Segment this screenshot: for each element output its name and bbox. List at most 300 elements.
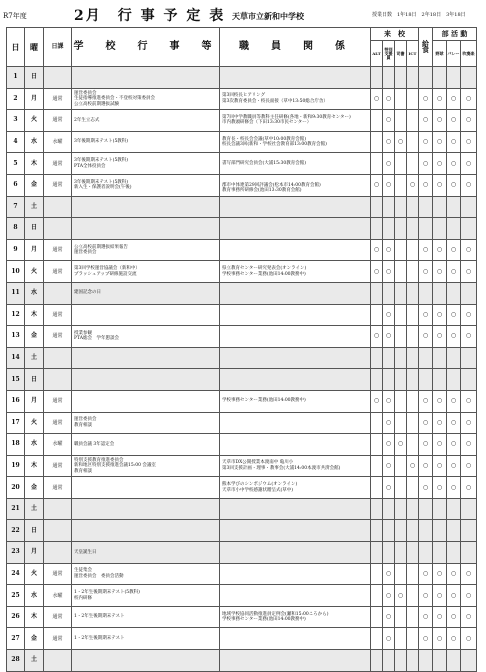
support-mark bbox=[383, 282, 395, 304]
nikka-cell: 通常 bbox=[44, 326, 72, 348]
nikka-cell: 通常 bbox=[44, 455, 72, 477]
band-mark bbox=[461, 650, 477, 672]
support-mark: ○ bbox=[383, 88, 395, 110]
staff-cell bbox=[220, 498, 371, 520]
ict-mark bbox=[407, 67, 419, 89]
lunch-mark: ○ bbox=[419, 304, 433, 326]
volleyball-mark bbox=[447, 282, 461, 304]
ict-mark bbox=[407, 477, 419, 499]
nikka-cell: 通常 bbox=[44, 390, 72, 412]
alt-mark bbox=[371, 434, 383, 456]
nikka-cell: 水曜 bbox=[44, 434, 72, 456]
librarian-mark bbox=[395, 606, 407, 628]
weekday-cell: 木 bbox=[25, 153, 44, 175]
lunch-mark: ○ bbox=[419, 455, 433, 477]
staff-cell: 地域学校協同活動推進員定例会(瀬和15:00ころから) 学校事務センター業務(池田14:00教務中) bbox=[220, 606, 371, 628]
librarian-mark bbox=[395, 563, 407, 585]
band-mark: ○ bbox=[461, 239, 477, 261]
event-cell: 運営委員会 教育相談 bbox=[72, 412, 220, 434]
weekday-cell: 金 bbox=[25, 326, 44, 348]
baseball-mark: ○ bbox=[433, 585, 447, 607]
col-lunch: 給食 bbox=[419, 28, 433, 67]
ict-mark bbox=[407, 628, 419, 650]
baseball-mark bbox=[433, 369, 447, 391]
weekday-cell: 木 bbox=[25, 304, 44, 326]
ict-mark bbox=[407, 412, 419, 434]
support-mark bbox=[383, 196, 395, 218]
table-row bbox=[7, 218, 477, 240]
librarian-mark bbox=[395, 520, 407, 542]
ict-mark bbox=[407, 326, 419, 348]
weekday-cell: 土 bbox=[25, 498, 44, 520]
ict-mark bbox=[407, 239, 419, 261]
support-mark bbox=[383, 369, 395, 391]
lunch-mark bbox=[419, 347, 433, 369]
day-cell: 10 bbox=[7, 261, 25, 283]
event-cell bbox=[72, 477, 220, 499]
support-mark: ○ bbox=[383, 455, 395, 477]
volleyball-mark: ○ bbox=[447, 477, 461, 499]
librarian-mark bbox=[395, 628, 407, 650]
nikka-cell: 通常 bbox=[44, 239, 72, 261]
day-cell: 25 bbox=[7, 585, 25, 607]
staff-cell: 教育長・校長会会議(草中10:00教育会館) 校長会議3回(新和・学校社会教育部13:00教育会館) bbox=[220, 131, 371, 153]
event-cell: 1・2年生後期期末テスト(5教科) 校内研修 bbox=[72, 585, 220, 607]
weekday-cell: 土 bbox=[25, 347, 44, 369]
table-row bbox=[7, 196, 477, 218]
table-row bbox=[7, 326, 477, 348]
table-row bbox=[7, 628, 477, 650]
nikka-cell: 通常 bbox=[44, 477, 72, 499]
band-mark bbox=[461, 369, 477, 391]
nikka-cell bbox=[44, 67, 72, 89]
event-cell: 特別支援教育推進委員会 新和地区特別支援推進会議15:00 会議室 教育相談 bbox=[72, 455, 220, 477]
ict-mark bbox=[407, 563, 419, 585]
staff-cell bbox=[220, 347, 371, 369]
nikka-cell: 通常 bbox=[44, 174, 72, 196]
staff-cell bbox=[220, 434, 371, 456]
volleyball-mark bbox=[447, 650, 461, 672]
support-mark: ○ bbox=[383, 412, 395, 434]
event-cell: 建国記念の日 bbox=[72, 282, 220, 304]
lunch-mark bbox=[419, 67, 433, 89]
volleyball-mark: ○ bbox=[447, 110, 461, 132]
baseball-mark: ○ bbox=[433, 390, 447, 412]
volleyball-mark: ○ bbox=[447, 261, 461, 283]
col-support: 特別支援員 bbox=[383, 41, 395, 67]
baseball-mark: ○ bbox=[433, 455, 447, 477]
librarian-mark bbox=[395, 67, 407, 89]
month-label: 2月 bbox=[74, 8, 102, 24]
staff-cell: 天草市DX公開授業本渡南中 亀川小 第3回支援計画・理事・教事会(大浦14:00本渡市共済会館) bbox=[220, 455, 371, 477]
lunch-mark: ○ bbox=[419, 563, 433, 585]
ict-mark bbox=[407, 369, 419, 391]
weekday-cell: 日 bbox=[25, 67, 44, 89]
event-cell: 1・2年生後期期末テスト bbox=[72, 606, 220, 628]
support-mark: ○ bbox=[383, 326, 395, 348]
day-cell: 2 bbox=[7, 88, 25, 110]
support-mark: ○ bbox=[383, 131, 395, 153]
librarian-mark bbox=[395, 390, 407, 412]
weekday-cell: 火 bbox=[25, 110, 44, 132]
volleyball-mark: ○ bbox=[447, 606, 461, 628]
band-mark: ○ bbox=[461, 585, 477, 607]
band-mark: ○ bbox=[461, 477, 477, 499]
table-row bbox=[7, 369, 477, 391]
baseball-mark: ○ bbox=[433, 326, 447, 348]
band-mark: ○ bbox=[461, 131, 477, 153]
alt-mark bbox=[371, 563, 383, 585]
ict-mark bbox=[407, 218, 419, 240]
ict-mark bbox=[407, 131, 419, 153]
support-mark bbox=[383, 498, 395, 520]
ict-mark bbox=[407, 110, 419, 132]
staff-cell bbox=[220, 542, 371, 564]
staff-cell bbox=[220, 67, 371, 89]
table-row bbox=[7, 110, 477, 132]
event-cell: 職員会議 3年認定会 bbox=[72, 434, 220, 456]
baseball-mark bbox=[433, 520, 447, 542]
support-mark: ○ bbox=[383, 563, 395, 585]
event-cell bbox=[72, 498, 220, 520]
weekday-cell: 木 bbox=[25, 455, 44, 477]
volleyball-mark: ○ bbox=[447, 563, 461, 585]
table-row bbox=[7, 390, 477, 412]
event-cell bbox=[72, 218, 220, 240]
table-row bbox=[7, 282, 477, 304]
support-mark bbox=[383, 542, 395, 564]
staff-cell bbox=[220, 563, 371, 585]
fiscal-year: R7年度 bbox=[3, 12, 27, 20]
nikka-cell bbox=[44, 650, 72, 672]
alt-mark bbox=[371, 650, 383, 672]
lunch-mark: ○ bbox=[419, 412, 433, 434]
alt-mark bbox=[371, 628, 383, 650]
day-cell: 12 bbox=[7, 304, 25, 326]
table-row bbox=[7, 498, 477, 520]
ict-mark: ○ bbox=[407, 455, 419, 477]
support-mark: ○ bbox=[383, 239, 395, 261]
day-cell: 4 bbox=[7, 131, 25, 153]
day-cell: 26 bbox=[7, 606, 25, 628]
band-mark: ○ bbox=[461, 153, 477, 175]
day-cell: 28 bbox=[7, 650, 25, 672]
band-mark: ○ bbox=[461, 606, 477, 628]
baseball-mark bbox=[433, 218, 447, 240]
table-row bbox=[7, 88, 477, 110]
event-cell bbox=[72, 369, 220, 391]
day-cell: 20 bbox=[7, 477, 25, 499]
volleyball-mark bbox=[447, 347, 461, 369]
day-cell: 7 bbox=[7, 196, 25, 218]
support-mark: ○ bbox=[383, 434, 395, 456]
alt-mark: ○ bbox=[371, 390, 383, 412]
table-row bbox=[7, 67, 477, 89]
day-cell: 19 bbox=[7, 455, 25, 477]
volleyball-mark: ○ bbox=[447, 88, 461, 110]
librarian-mark bbox=[395, 477, 407, 499]
support-mark: ○ bbox=[383, 261, 395, 283]
nikka-cell: 水曜 bbox=[44, 131, 72, 153]
weekday-cell: 日 bbox=[25, 369, 44, 391]
nikka-cell bbox=[44, 196, 72, 218]
band-mark: ○ bbox=[461, 261, 477, 283]
volleyball-mark: ○ bbox=[447, 131, 461, 153]
table-row bbox=[7, 174, 477, 196]
staff-cell: 第7回中学教職員等教科主任研修(各地・新和9:30教育センター) 市内教頭研修会（下田13:30市民センター） bbox=[220, 110, 371, 132]
staff-cell: 書写部門研究会員会(大浦15:30教育会館) bbox=[220, 153, 371, 175]
band-mark: ○ bbox=[461, 110, 477, 132]
weekday-cell: 月 bbox=[25, 239, 44, 261]
nikka-cell bbox=[44, 218, 72, 240]
baseball-mark: ○ bbox=[433, 153, 447, 175]
support-mark: ○ bbox=[383, 477, 395, 499]
table-row bbox=[7, 650, 477, 672]
alt-mark bbox=[371, 282, 383, 304]
weekday-cell: 火 bbox=[25, 261, 44, 283]
staff-cell bbox=[220, 239, 371, 261]
volleyball-mark: ○ bbox=[447, 585, 461, 607]
day-cell: 15 bbox=[7, 369, 25, 391]
col-ict: ICT bbox=[407, 41, 419, 67]
day-cell: 13 bbox=[7, 326, 25, 348]
col-librarian: 司書 bbox=[395, 41, 407, 67]
lunch-mark: ○ bbox=[419, 628, 433, 650]
day-cell: 8 bbox=[7, 218, 25, 240]
table-row bbox=[7, 606, 477, 628]
school-name: 天草市立新和中学校 bbox=[232, 11, 304, 21]
lunch-mark bbox=[419, 498, 433, 520]
volleyball-mark: ○ bbox=[447, 412, 461, 434]
band-mark bbox=[461, 498, 477, 520]
staff-cell bbox=[220, 196, 371, 218]
col-baseball: 野球 bbox=[433, 41, 447, 67]
day-cell: 6 bbox=[7, 174, 25, 196]
band-mark bbox=[461, 67, 477, 89]
librarian-mark bbox=[395, 412, 407, 434]
volleyball-mark bbox=[447, 520, 461, 542]
nikka-cell bbox=[44, 282, 72, 304]
volleyball-mark: ○ bbox=[447, 326, 461, 348]
baseball-mark bbox=[433, 282, 447, 304]
staff-cell bbox=[220, 628, 371, 650]
weekday-cell: 水 bbox=[25, 282, 44, 304]
staff-cell bbox=[220, 369, 371, 391]
volleyball-mark: ○ bbox=[447, 174, 461, 196]
staff-cell: 学校事務センター業務(池田14:00教務中) bbox=[220, 390, 371, 412]
band-mark: ○ bbox=[461, 628, 477, 650]
event-cell: 天皇誕生日 bbox=[72, 542, 220, 564]
nikka-cell: 通常 bbox=[44, 563, 72, 585]
librarian-mark bbox=[395, 88, 407, 110]
ict-mark bbox=[407, 153, 419, 175]
alt-mark bbox=[371, 477, 383, 499]
lunch-mark bbox=[419, 369, 433, 391]
nikka-cell: 通常 bbox=[44, 153, 72, 175]
nikka-cell bbox=[44, 347, 72, 369]
staff-cell: 県立教育センター研究発表会(オンライン) 学校事務センター業務(池田14:00教務中) bbox=[220, 261, 371, 283]
day-cell: 14 bbox=[7, 347, 25, 369]
ict-mark bbox=[407, 434, 419, 456]
weekday-cell: 土 bbox=[25, 650, 44, 672]
band-mark: ○ bbox=[461, 434, 477, 456]
col-volleyball: バレー bbox=[447, 41, 461, 67]
col-day: 日 bbox=[7, 28, 25, 67]
day-cell: 11 bbox=[7, 282, 25, 304]
baseball-mark bbox=[433, 650, 447, 672]
baseball-mark: ○ bbox=[433, 412, 447, 434]
event-cell: 運営委員会 生徒指導推進委員会・不登校対策委員会 公立高校前期選抜試験 bbox=[72, 88, 220, 110]
lunch-mark bbox=[419, 282, 433, 304]
event-cell: 第3回学校運営協議会（新和中） プラッシュアップ研修施設交流 bbox=[72, 261, 220, 283]
schedule-table bbox=[6, 27, 477, 672]
volleyball-mark: ○ bbox=[447, 153, 461, 175]
alt-mark: ○ bbox=[371, 174, 383, 196]
weekday-cell: 月 bbox=[25, 390, 44, 412]
volleyball-mark: ○ bbox=[447, 628, 461, 650]
staff-cell bbox=[220, 412, 371, 434]
alt-mark bbox=[371, 498, 383, 520]
librarian-mark bbox=[395, 239, 407, 261]
staff-cell bbox=[220, 218, 371, 240]
lunch-mark: ○ bbox=[419, 239, 433, 261]
col-visitors: 来 校 bbox=[371, 28, 419, 41]
title-label: 行 事 予 定 表 bbox=[117, 8, 226, 24]
band-mark: ○ bbox=[461, 88, 477, 110]
volleyball-mark: ○ bbox=[447, 239, 461, 261]
ict-mark bbox=[407, 585, 419, 607]
event-cell bbox=[72, 520, 220, 542]
band-mark bbox=[461, 347, 477, 369]
alt-mark bbox=[371, 110, 383, 132]
weekday-cell: 日 bbox=[25, 520, 44, 542]
event-cell: 生徒集会 運営委員会 委員会活動 bbox=[72, 563, 220, 585]
day-cell: 18 bbox=[7, 434, 25, 456]
librarian-mark bbox=[395, 369, 407, 391]
baseball-mark: ○ bbox=[433, 628, 447, 650]
lunch-mark bbox=[419, 542, 433, 564]
staff-cell bbox=[220, 326, 371, 348]
band-mark bbox=[461, 196, 477, 218]
ict-mark bbox=[407, 282, 419, 304]
ict-mark bbox=[407, 347, 419, 369]
baseball-mark bbox=[433, 498, 447, 520]
band-mark: ○ bbox=[461, 455, 477, 477]
weekday-cell: 土 bbox=[25, 196, 44, 218]
ict-mark bbox=[407, 88, 419, 110]
support-mark: ○ bbox=[383, 153, 395, 175]
band-mark: ○ bbox=[461, 174, 477, 196]
table-row bbox=[7, 261, 477, 283]
support-mark: ○ bbox=[383, 110, 395, 132]
baseball-mark: ○ bbox=[433, 131, 447, 153]
baseball-mark: ○ bbox=[433, 563, 447, 585]
baseball-mark: ○ bbox=[433, 239, 447, 261]
lunch-mark: ○ bbox=[419, 606, 433, 628]
day-cell: 24 bbox=[7, 563, 25, 585]
baseball-mark: ○ bbox=[433, 88, 447, 110]
day-cell: 22 bbox=[7, 520, 25, 542]
librarian-mark: ○ bbox=[395, 434, 407, 456]
lunch-mark: ○ bbox=[419, 434, 433, 456]
librarian-mark bbox=[395, 498, 407, 520]
volleyball-mark: ○ bbox=[447, 434, 461, 456]
alt-mark bbox=[371, 131, 383, 153]
ict-mark bbox=[407, 498, 419, 520]
lunch-mark bbox=[419, 520, 433, 542]
volleyball-mark bbox=[447, 542, 461, 564]
table-row bbox=[7, 585, 477, 607]
baseball-mark: ○ bbox=[433, 110, 447, 132]
librarian-mark bbox=[395, 174, 407, 196]
col-band: 吹奏楽 bbox=[461, 41, 477, 67]
table-row bbox=[7, 542, 477, 564]
event-cell: 3年後期期末テスト(5教科) 新入生・保護者説明会(午後) bbox=[72, 174, 220, 196]
ict-mark bbox=[407, 650, 419, 672]
alt-mark bbox=[371, 369, 383, 391]
librarian-mark bbox=[395, 261, 407, 283]
day-cell: 16 bbox=[7, 390, 25, 412]
alt-mark: ○ bbox=[371, 261, 383, 283]
nikka-cell: 通常 bbox=[44, 628, 72, 650]
day-cell: 27 bbox=[7, 628, 25, 650]
weekday-cell: 金 bbox=[25, 477, 44, 499]
librarian-mark bbox=[395, 153, 407, 175]
table-row bbox=[7, 304, 477, 326]
support-mark bbox=[383, 218, 395, 240]
baseball-mark bbox=[433, 542, 447, 564]
table-row bbox=[7, 131, 477, 153]
staff-cell bbox=[220, 650, 371, 672]
ict-mark bbox=[407, 304, 419, 326]
lunch-mark bbox=[419, 196, 433, 218]
support-mark: ○ bbox=[383, 606, 395, 628]
ict-mark bbox=[407, 606, 419, 628]
alt-mark bbox=[371, 606, 383, 628]
band-mark: ○ bbox=[461, 304, 477, 326]
support-mark bbox=[383, 347, 395, 369]
support-mark bbox=[383, 520, 395, 542]
baseball-mark: ○ bbox=[433, 304, 447, 326]
nikka-cell: 通常 bbox=[44, 110, 72, 132]
baseball-mark: ○ bbox=[433, 606, 447, 628]
event-cell: 2年生立志式 bbox=[72, 110, 220, 132]
ict-mark bbox=[407, 196, 419, 218]
librarian-mark: ○ bbox=[395, 131, 407, 153]
band-mark bbox=[461, 542, 477, 564]
weekday-cell: 日 bbox=[25, 218, 44, 240]
staff-cell: 郡市中体連第29回評議会(松本市14:00教育会館) 教育事務所研修会(池田13:30教育会館) bbox=[220, 174, 371, 196]
support-mark bbox=[383, 67, 395, 89]
librarian-mark bbox=[395, 110, 407, 132]
day-cell: 17 bbox=[7, 412, 25, 434]
alt-mark bbox=[371, 520, 383, 542]
volleyball-mark bbox=[447, 196, 461, 218]
event-cell bbox=[72, 67, 220, 89]
lunch-mark bbox=[419, 218, 433, 240]
day-cell: 1 bbox=[7, 67, 25, 89]
table-row bbox=[7, 347, 477, 369]
alt-mark bbox=[371, 412, 383, 434]
staff-cell: 第3回校長ヒアリング 第3次教育委員会・校長面接（草中13:50総合庁舎） bbox=[220, 88, 371, 110]
alt-mark bbox=[371, 196, 383, 218]
librarian-mark bbox=[395, 282, 407, 304]
event-cell bbox=[72, 347, 220, 369]
baseball-mark bbox=[433, 67, 447, 89]
day-cell: 23 bbox=[7, 542, 25, 564]
baseball-mark: ○ bbox=[433, 434, 447, 456]
staff-cell: 熊本学びのシンポジウム(オンライン) 天草市小中学校感謝状贈呈式(草中) bbox=[220, 477, 371, 499]
